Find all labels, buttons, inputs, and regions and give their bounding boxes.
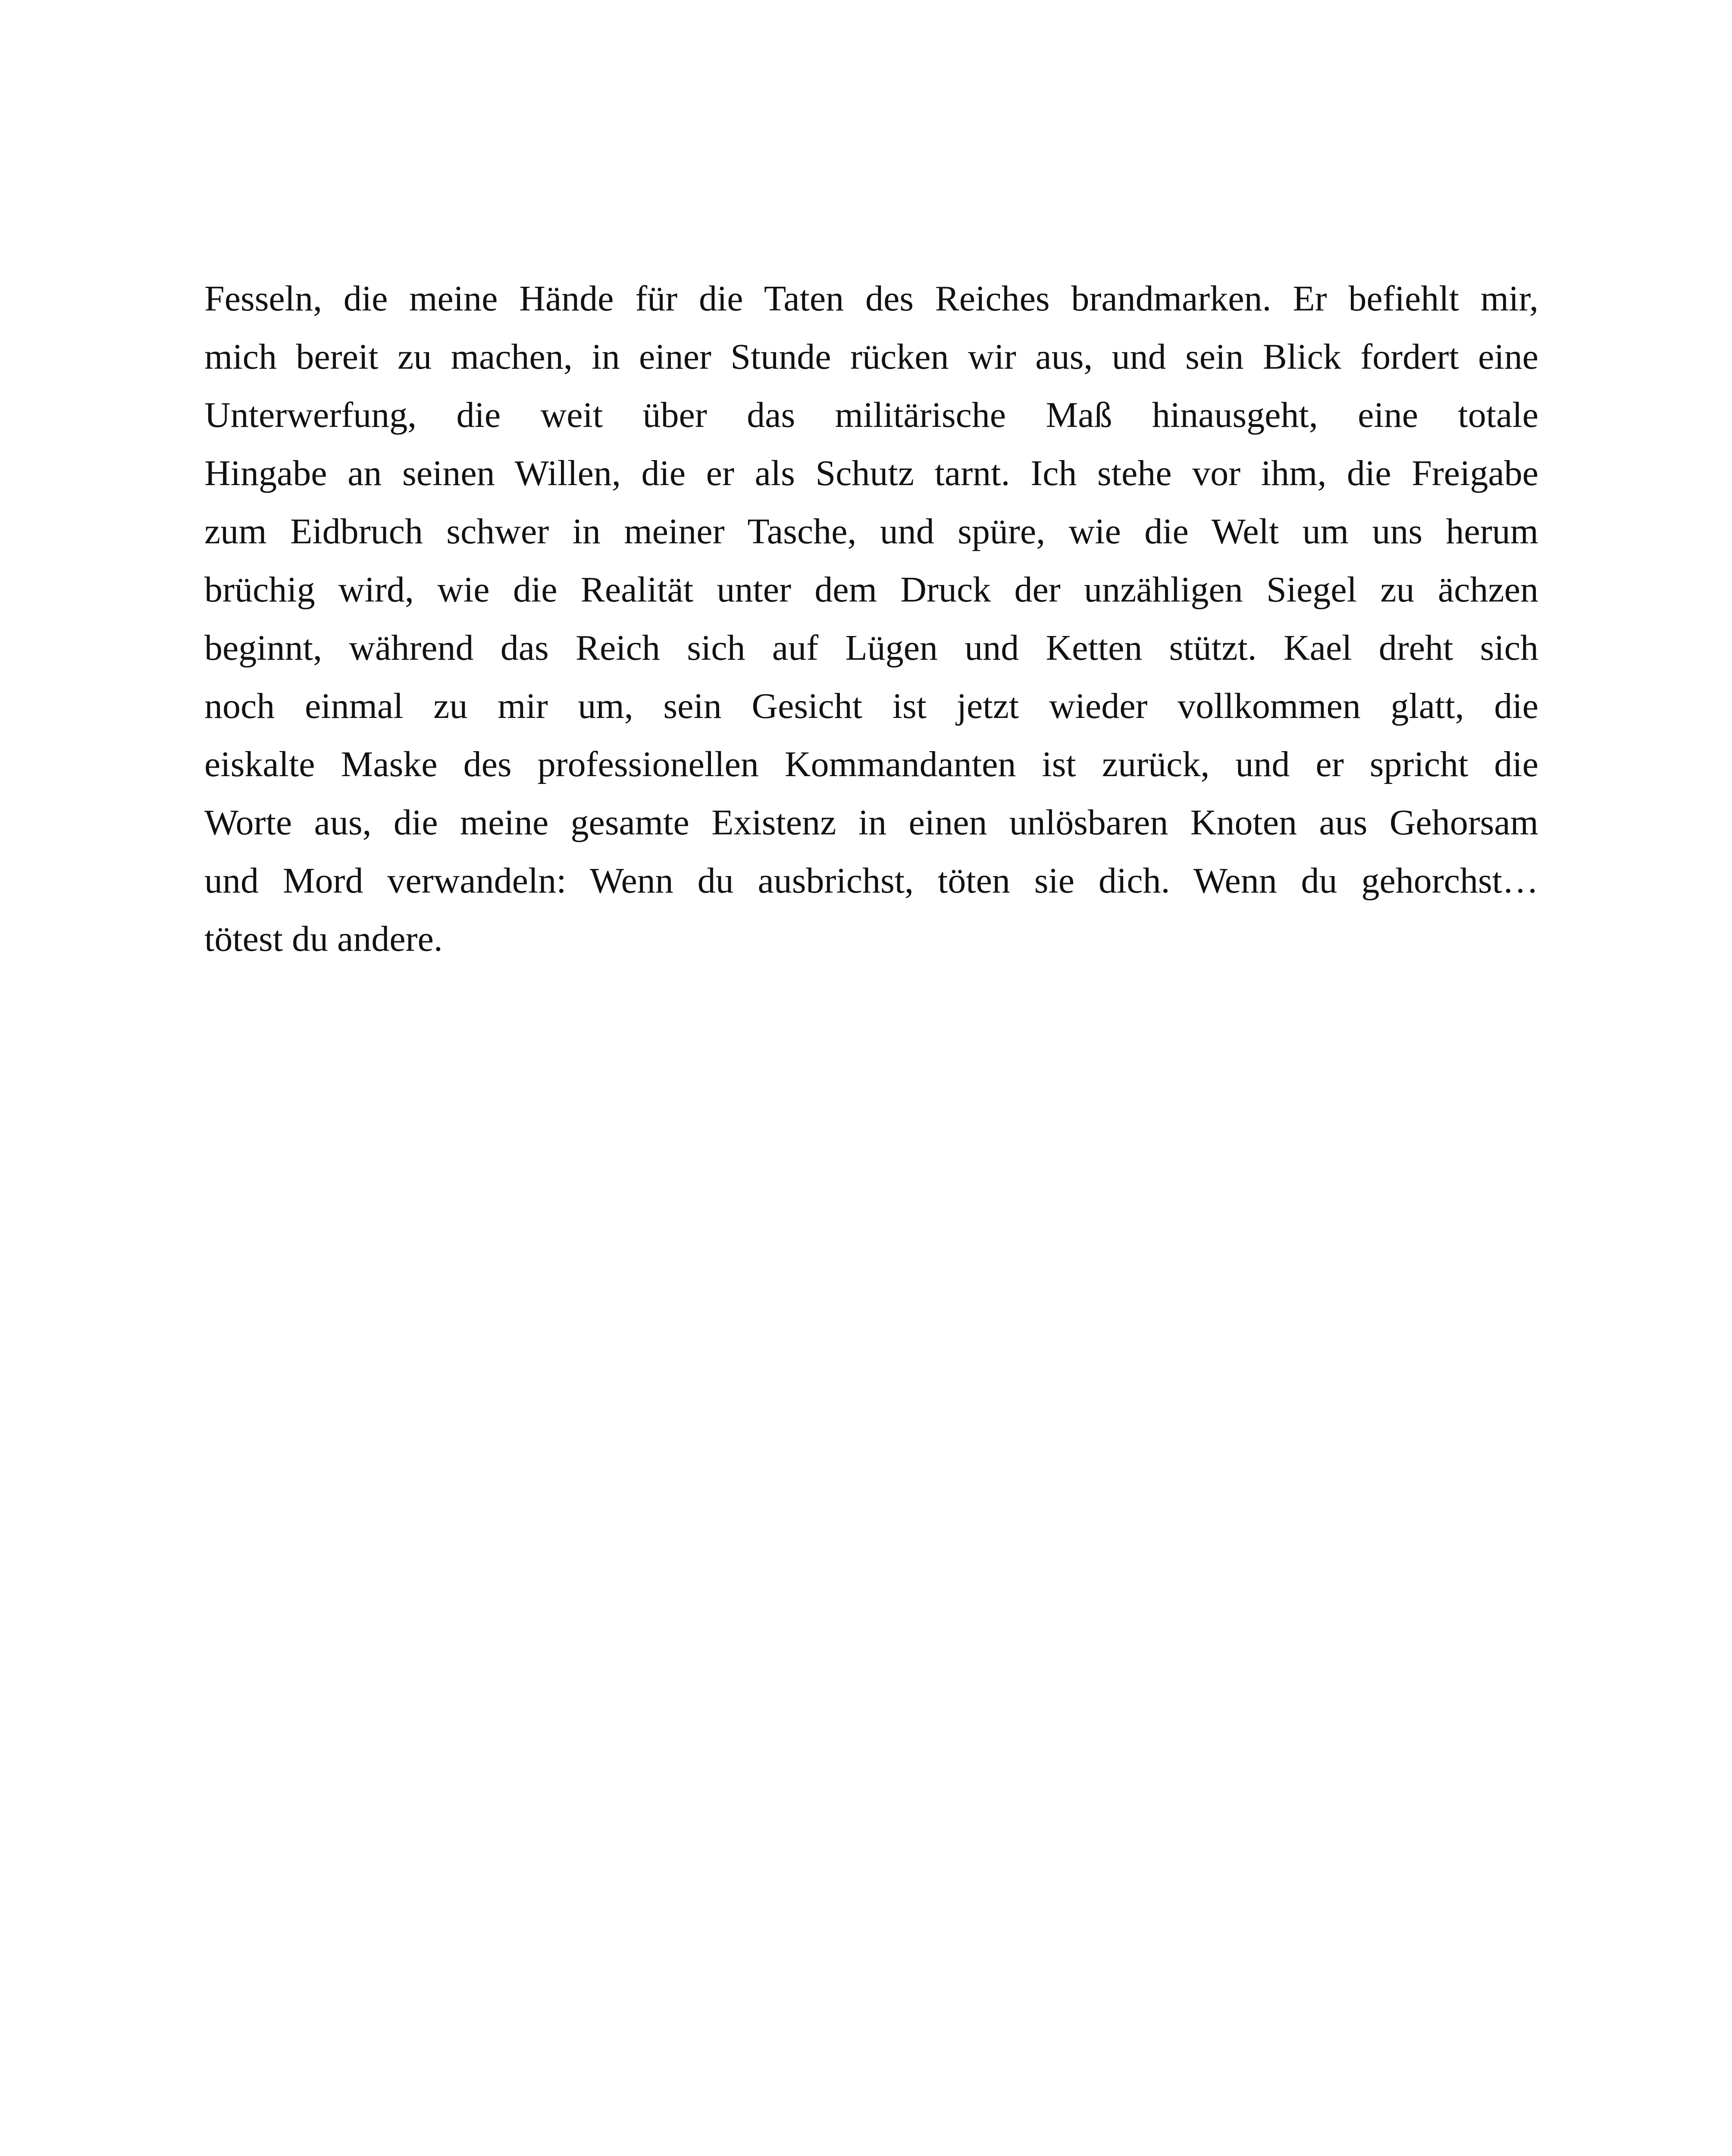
body-paragraph xyxy=(204,270,1538,968)
paragraph-line: und Mord verwandeln: Wenn du ausbrichst, töten sie dich. Wenn du gehorchst… xyxy=(204,861,1538,901)
paragraph-line: Fesseln, die meine Hände für die Taten des Reiches brandmarken. Er befiehlt mir, xyxy=(204,279,1538,319)
paragraph-line: noch einmal zu mir um, sein Gesicht ist jetzt wieder vollkommen glatt, die xyxy=(204,686,1538,726)
paragraph-line: tötest du andere. xyxy=(204,919,443,959)
paragraph-line: eiskalte Maske des professionellen Kommandanten ist zurück, und er spricht die xyxy=(204,744,1538,784)
paragraph-line: brüchig wird, wie die Realität unter dem Druck der unzähligen Siegel zu ächzen xyxy=(204,570,1538,610)
paragraph-line: Hingabe an seinen Willen, die er als Schutz tarnt. Ich stehe vor ihm, die Freigabe xyxy=(204,453,1538,493)
paragraph-line: Unterwerfung, die weit über das militärische Maß hinausgeht, eine totale xyxy=(204,395,1538,435)
paragraph-line: Worte aus, die meine gesamte Existenz in einen unlösbaren Knoten aus Gehorsam xyxy=(204,802,1538,843)
paragraph-line: beginnt, während das Reich sich auf Lügen und Ketten stützt. Kael dreht sich xyxy=(204,628,1538,668)
paragraph-line: mich bereit zu machen, in einer Stunde rücken wir aus, und sein Blick fordert eine xyxy=(204,337,1538,377)
paragraph-line: zum Eidbruch schwer in meiner Tasche, und spüre, wie die Welt um uns herum xyxy=(204,511,1538,552)
